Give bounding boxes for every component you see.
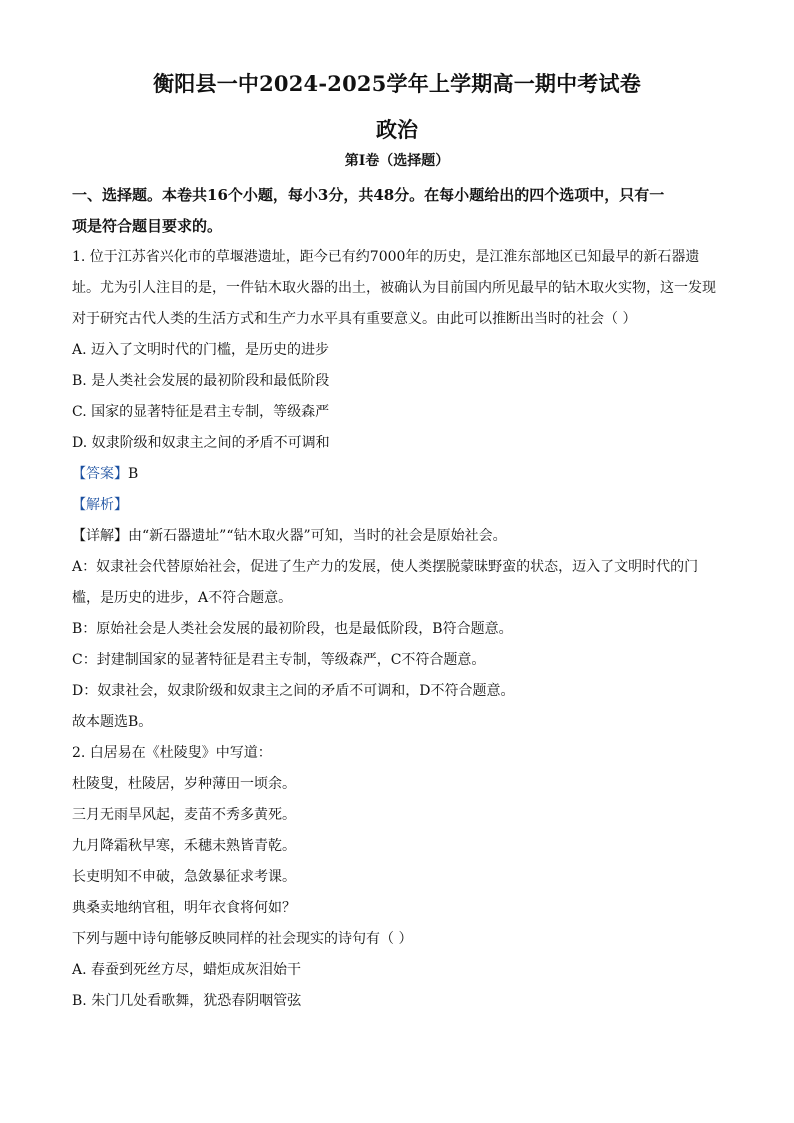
q1-explain-b: B：原始社会是人类社会发展的最初阶段，也是最低阶段，B符合题意。 xyxy=(72,621,513,637)
answer-value: B xyxy=(128,466,139,482)
q2-poem-line-2: 三月无雨旱风起，麦苗不秀多黄死。 xyxy=(72,807,296,823)
exam-title: 衡阳县一中2024-2025学年上学期高一期中考试卷 xyxy=(153,71,641,96)
q1-detail xyxy=(72,521,732,552)
document-body xyxy=(72,180,732,1017)
section-instructions-line-2: 项是符合题目要求的。 xyxy=(72,217,223,235)
part-title: 第Ⅰ卷（选择题） xyxy=(344,153,450,169)
q1-analysis xyxy=(72,490,732,521)
section-instructions-line-1: 一、选择题。本卷共16个小题，每小3分，共48分。在每小题给出的四个选项中，只有一 xyxy=(72,186,665,204)
q1-option-c: C. 国家的显著特征是君主专制，等级森严 xyxy=(72,404,330,420)
q2-intro: 2. 白居易在《杜陵叟》中写道： xyxy=(72,745,272,761)
q1-explain-a-line-2: 槛，是历史的进步，A不符合题意。 xyxy=(72,590,293,606)
q1-option-a: A. 迈入了文明时代的门槛，是历史的进步 xyxy=(72,342,330,358)
q1-explain-a-line-1: A：奴隶社会代替原始社会，促进了生产力的发展，使人类摆脱蒙昧野蛮的状态，迈入了文明时代的门 xyxy=(72,559,699,575)
answer-tag: 【答案】 xyxy=(72,466,128,482)
q2-poem-line-3: 九月降霜秋早寒，禾穗未熟皆青乾。 xyxy=(72,838,296,854)
q1-conclusion: 故本题选B。 xyxy=(72,714,153,730)
q2-poem-line-1: 杜陵叟，杜陵居，岁种薄田一顷余。 xyxy=(72,776,296,792)
q1-explain-c: C：封建制国家的显著特征是君主专制，等级森严，C不符合题意。 xyxy=(72,652,486,668)
analysis-tag: 【解析】 xyxy=(72,497,128,513)
q2-option-b: B. 朱门几处看歌舞，犹恐春阴咽管弦 xyxy=(72,993,302,1009)
q1-explain-d: D：奴隶社会，奴隶阶级和奴隶主之间的矛盾不可调和，D不符合题意。 xyxy=(72,683,515,699)
subject-title: 政治 xyxy=(376,117,418,142)
q1-stem-line-2: 址。尤为引人注目的是，一件钻木取火器的出土，被确认为目前国内所见最早的钻木取火实物，这一发现 xyxy=(72,280,716,296)
detail-text: 由“新石器遗址”“钻木取火器”可知，当时的社会是原始社会。 xyxy=(128,528,507,544)
q1-option-b: B. 是人类社会发展的最初阶段和最低阶段 xyxy=(72,373,330,389)
q2-poem-line-4: 长吏明知不申破，急敛暴征求考课。 xyxy=(72,869,296,885)
detail-tag: 【详解】 xyxy=(72,528,128,544)
q2-poem-line-5: 典桑卖地纳官租，明年衣食将何如？ xyxy=(72,900,296,916)
q1-stem-line-1: 1. 位于江苏省兴化市的草堰港遗址，距今已有约7000年的历史，是江淮东部地区已知最早的新石器遗 xyxy=(72,249,700,265)
q1-answer xyxy=(72,459,732,490)
q2-option-a: A. 春蚕到死丝方尽，蜡炬成灰泪始干 xyxy=(72,962,302,978)
q2-question: 下列与题中诗句能够反映同样的社会现实的诗句有（ ） xyxy=(72,931,413,947)
q1-stem-line-3: 对于研究古代人类的生活方式和生产力水平具有重要意义。由此可以推断出当时的社会（ ） xyxy=(72,311,637,327)
q1-option-d: D. 奴隶阶级和奴隶主之间的矛盾不可调和 xyxy=(72,435,330,451)
